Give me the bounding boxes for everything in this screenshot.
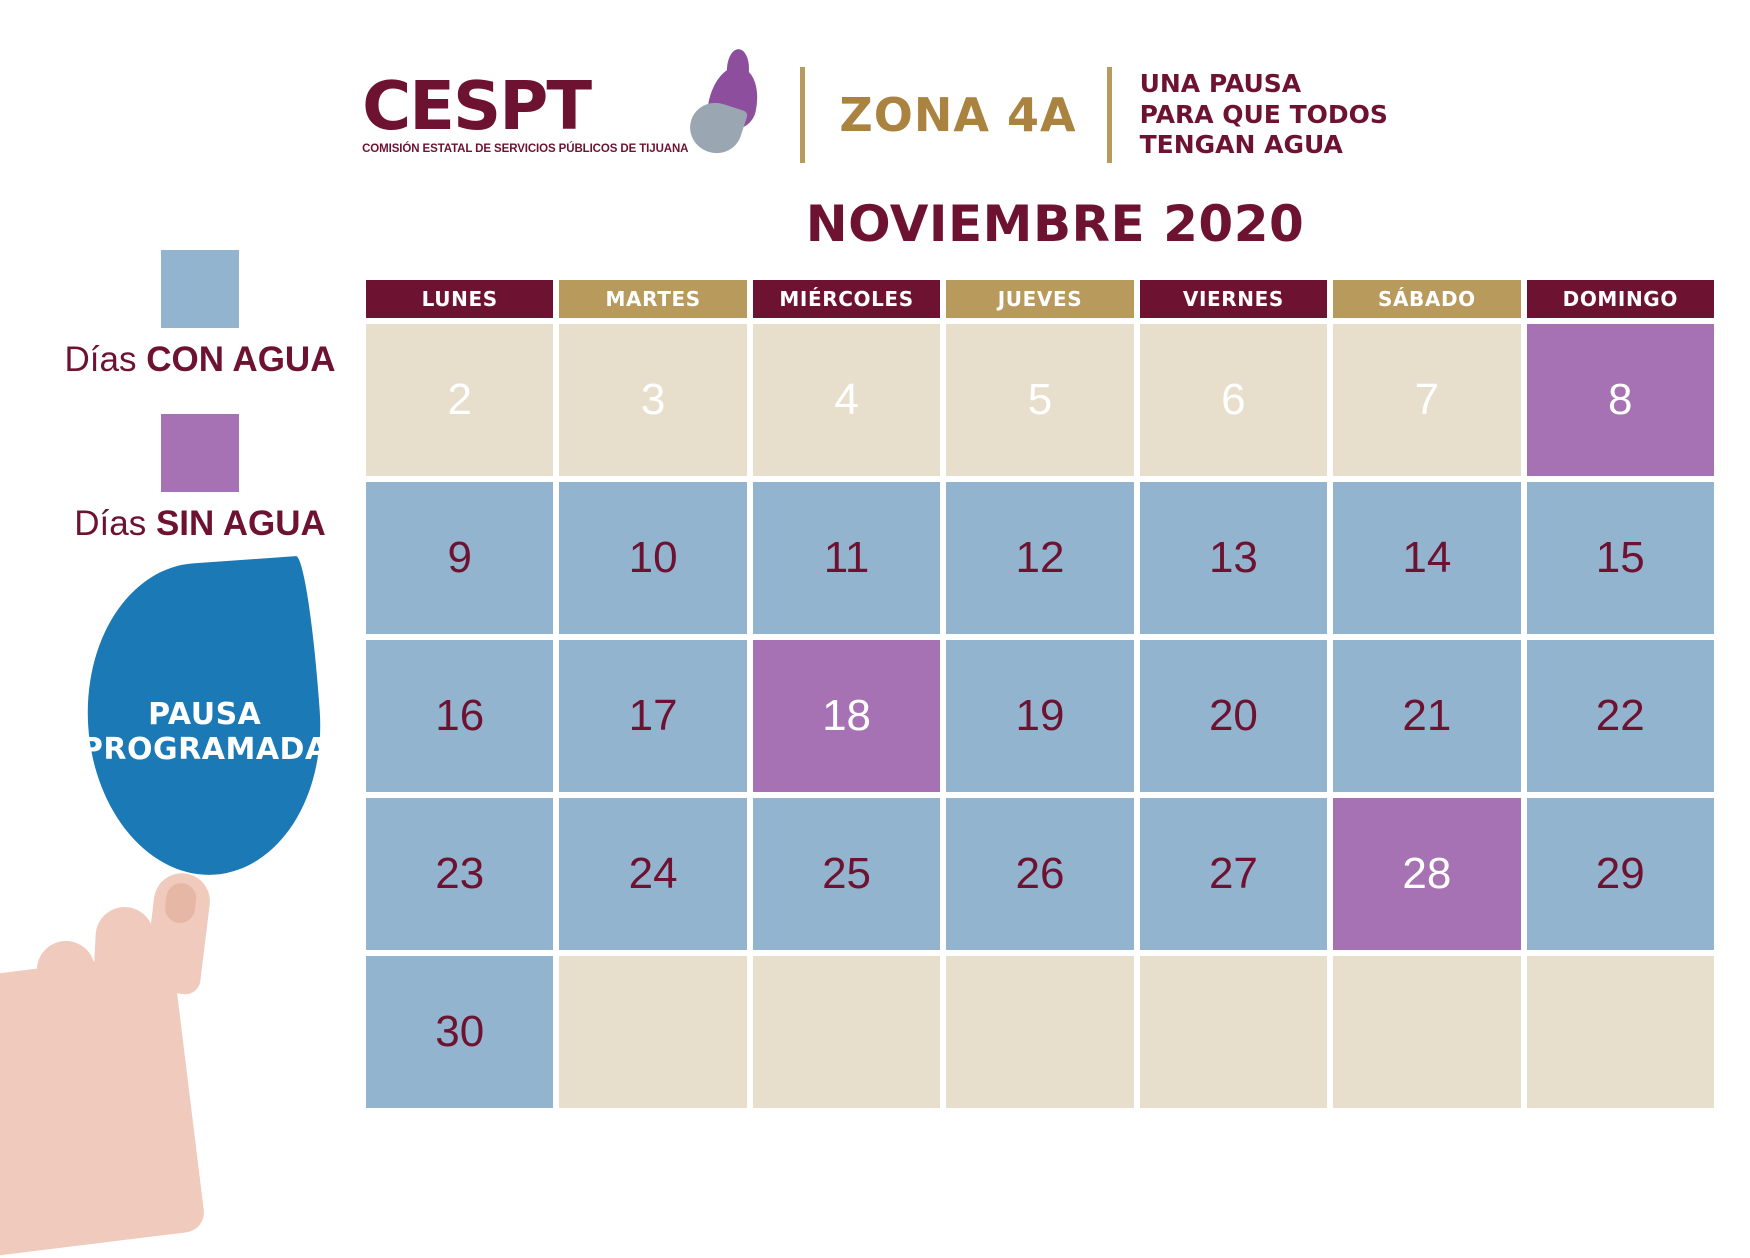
slogan-block (1140, 69, 1388, 161)
legend-label-without-water (40, 504, 360, 544)
weekday-header-cell: JUEVES (946, 280, 1133, 318)
calendar-empty-cell (946, 956, 1133, 1108)
calendar-week-row (366, 640, 1714, 792)
logo-text-block (362, 67, 689, 155)
weekday-header-cell: VIERNES (1140, 280, 1327, 318)
calendar-day-cell[interactable]: 24 (559, 798, 746, 950)
calendar-weekday-header (366, 280, 1714, 318)
calendar-day-cell[interactable]: 12 (946, 482, 1133, 634)
calendar-day-cell[interactable]: 29 (1527, 798, 1714, 950)
pause-badge-line-1: PAUSA (148, 696, 262, 732)
weekday-header-cell: MIÉRCOLES (753, 280, 940, 318)
weekday-header-cell: MARTES (559, 280, 746, 318)
legend-with-water-strong: CON AGUA (146, 340, 336, 379)
pause-badge-line-2: PROGRAMADA (81, 731, 329, 767)
calendar-week-row (366, 956, 1714, 1108)
pause-badge-text (81, 697, 329, 768)
calendar-day-cell[interactable]: 21 (1333, 640, 1520, 792)
calendar-body (366, 324, 1714, 1108)
divider-right (1107, 67, 1112, 163)
slogan-line-2: PARA QUE TODOS (1139, 99, 1388, 129)
calendar-day-cell[interactable]: 20 (1140, 640, 1327, 792)
page-title: NOVIEMBRE 2020 (805, 195, 1305, 253)
calendar-day-cell[interactable]: 11 (753, 482, 940, 634)
calendar-week-row (366, 798, 1714, 950)
calendar-day-cell[interactable]: 23 (366, 798, 553, 950)
pause-badge (81, 563, 329, 893)
calendar-day-cell[interactable]: 30 (366, 956, 553, 1108)
cespt-logo (362, 67, 766, 163)
calendar-day-cell[interactable]: 6 (1140, 324, 1327, 476)
calendar-day-cell[interactable]: 13 (1140, 482, 1327, 634)
calendar-day-cell[interactable]: 27 (1140, 798, 1327, 950)
calendar-empty-cell (1140, 956, 1327, 1108)
calendar-day-cell[interactable]: 4 (753, 324, 940, 476)
legend-swatch-without-water (161, 414, 239, 492)
legend-with-water-prefix: Días (64, 340, 147, 379)
calendar-day-cell[interactable]: 19 (946, 640, 1133, 792)
water-drop-icon (684, 67, 766, 163)
calendar-empty-cell (753, 956, 940, 1108)
calendar-week-row (366, 324, 1714, 476)
weekday-header-cell: LUNES (366, 280, 553, 318)
calendar-empty-cell (559, 956, 746, 1108)
weekday-header-cell: SÁBADO (1333, 280, 1520, 318)
calendar-day-cell[interactable]: 8 (1527, 324, 1714, 476)
legend-without-water-strong: SIN AGUA (155, 504, 326, 543)
calendar-day-cell[interactable]: 25 (753, 798, 940, 950)
logo-subtitle: COMISIÓN ESTATAL DE SERVICIOS PÚBLICOS DE TIJUANA (362, 142, 689, 155)
zone-label: ZONA 4A (839, 88, 1077, 142)
calendar-day-cell[interactable]: 9 (366, 482, 553, 634)
calendar-day-cell[interactable]: 15 (1527, 482, 1714, 634)
logo-wordmark: CESPT (362, 67, 591, 146)
calendar-empty-cell (1527, 956, 1714, 1108)
legend (40, 250, 360, 544)
calendar-day-cell[interactable]: 3 (559, 324, 746, 476)
legend-label-with-water (40, 340, 360, 380)
calendar-empty-cell (1333, 956, 1520, 1108)
calendar-day-cell[interactable]: 10 (559, 482, 746, 634)
calendar-day-cell[interactable]: 26 (946, 798, 1133, 950)
calendar-day-cell[interactable]: 28 (1333, 798, 1520, 950)
calendar (366, 280, 1714, 1114)
legend-swatch-with-water (161, 250, 239, 328)
divider-left (800, 67, 805, 163)
calendar-day-cell[interactable]: 5 (946, 324, 1133, 476)
calendar-day-cell[interactable]: 14 (1333, 482, 1520, 634)
pause-drop-shape (77, 555, 330, 882)
page-header (0, 50, 1750, 180)
calendar-week-row (366, 482, 1714, 634)
legend-without-water-prefix: Días (74, 504, 156, 543)
calendar-day-cell[interactable]: 22 (1527, 640, 1714, 792)
slogan-line-3: TENGAN AGUA (1139, 130, 1343, 160)
slogan-line-1: UNA PAUSA (1139, 69, 1302, 99)
weekday-header-cell: DOMINGO (1527, 280, 1714, 318)
calendar-day-cell[interactable]: 7 (1333, 324, 1520, 476)
calendar-day-cell[interactable]: 2 (366, 324, 553, 476)
calendar-day-cell[interactable]: 18 (753, 640, 940, 792)
hand-illustration (0, 845, 240, 1237)
calendar-day-cell[interactable]: 16 (366, 640, 553, 792)
calendar-day-cell[interactable]: 17 (559, 640, 746, 792)
